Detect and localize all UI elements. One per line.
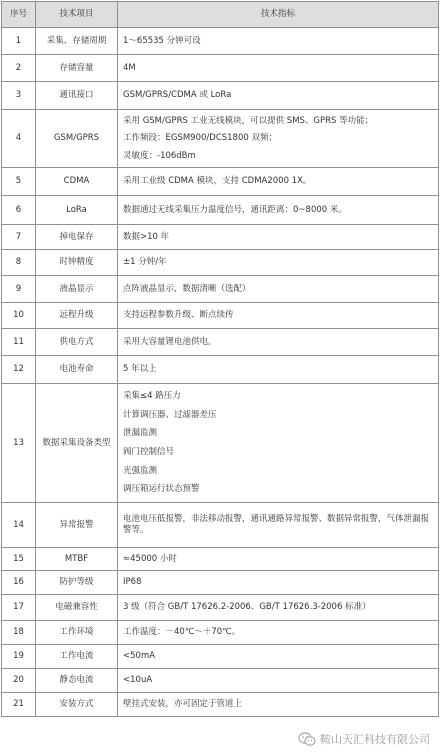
- row-number: 1: [2, 28, 36, 55]
- table-row: [2, 225, 439, 250]
- row-number: 6: [2, 196, 36, 225]
- row-item: 通讯接口: [36, 82, 118, 110]
- row-item: 供电方式: [36, 329, 118, 356]
- row-number: 17: [2, 595, 36, 621]
- row-spec: [118, 669, 439, 693]
- table-body: [2, 28, 439, 717]
- row-spec: [118, 645, 439, 669]
- row-number: 5: [2, 168, 36, 196]
- row-item: 异常报警: [36, 503, 118, 548]
- spec-line: 采用工业级 CDMA 模块，支持 CDMA2000 1X。: [123, 176, 312, 187]
- row-spec: [118, 693, 439, 717]
- row-number: 18: [2, 621, 36, 645]
- row-item: MTBF: [36, 548, 118, 571]
- spec-line: 采用 GSM/GPRS 工业无线模块，可以提供 SMS、GPRS 等功能；: [123, 115, 374, 126]
- row-number: 9: [2, 276, 36, 303]
- spec-line: ±1 分钟/年: [123, 257, 167, 268]
- row-spec: [118, 250, 439, 276]
- row-number: 10: [2, 303, 36, 329]
- row-spec: [118, 329, 439, 356]
- spec-line: 光强监测: [123, 465, 158, 476]
- wechat-icon: [298, 732, 316, 747]
- table-row: [2, 303, 439, 329]
- row-item: 存储容量: [36, 55, 118, 82]
- row-number: 13: [2, 384, 36, 503]
- row-number: 2: [2, 55, 36, 82]
- header-no: 序号: [2, 2, 36, 28]
- row-spec: [118, 384, 439, 503]
- row-number: 14: [2, 503, 36, 548]
- spec-line: GSM/GPRS/CDMA 或 LoRa: [123, 90, 232, 101]
- spec-table: [1, 1, 439, 717]
- spec-line: 点阵液晶显示，数据清晰（选配）: [123, 283, 251, 294]
- spec-line: 计算调压器、过滤器差压: [123, 409, 217, 420]
- row-item: 数据采集设备类型: [36, 384, 118, 503]
- row-number: 12: [2, 356, 36, 384]
- table-row: [2, 669, 439, 693]
- row-spec: [118, 55, 439, 82]
- row-item: 液晶显示: [36, 276, 118, 303]
- row-spec: [118, 303, 439, 329]
- table-row: [2, 548, 439, 571]
- row-spec: [118, 595, 439, 621]
- row-spec: [118, 621, 439, 645]
- row-item: LoRa: [36, 196, 118, 225]
- row-number: 15: [2, 548, 36, 571]
- table-row: [2, 503, 439, 548]
- row-number: 11: [2, 329, 36, 356]
- spec-line: 采用大容量锂电池供电。: [123, 336, 217, 347]
- row-number: 19: [2, 645, 36, 669]
- watermark-text: 鞍山天汇科技有限公司: [320, 733, 430, 746]
- row-number: 20: [2, 669, 36, 693]
- row-item: 远程升级: [36, 303, 118, 329]
- row-spec: [118, 110, 439, 168]
- row-item: 防护等级: [36, 571, 118, 595]
- table-row: [2, 276, 439, 303]
- row-number: 16: [2, 571, 36, 595]
- spec-line: 阀门控制信号: [123, 447, 175, 457]
- table-row: [2, 693, 439, 717]
- row-spec: [118, 548, 439, 571]
- row-spec: [118, 503, 439, 548]
- spec-line: 泄漏监测: [123, 428, 158, 439]
- table-header-row: [2, 2, 439, 28]
- header-spec: 技术指标: [118, 2, 439, 28]
- row-spec: [118, 276, 439, 303]
- spec-line: 5 年以上: [123, 364, 157, 375]
- spec-line: 壁挂式安装，亦可固定于管道上: [123, 699, 243, 710]
- row-item: 掉电保存: [36, 225, 118, 250]
- spec-line: <50mA: [123, 651, 156, 662]
- row-number: 7: [2, 225, 36, 250]
- spec-line: 3 级（符合 GB/T 17626.2-2006、GB/T 17626.3-2006 标准）: [123, 602, 371, 613]
- row-item: 电磁兼容性: [36, 595, 118, 621]
- table-row: [2, 82, 439, 110]
- row-item: 工作环境: [36, 621, 118, 645]
- spec-line: 数据通过无线采集压力温度信号，通讯距离：0~8000 米。: [123, 204, 347, 215]
- row-number: 8: [2, 250, 36, 276]
- watermark: [296, 730, 432, 748]
- row-item: 工作电流: [36, 645, 118, 669]
- spec-line: 支持远程参数升级、断点续传: [123, 310, 234, 321]
- spec-line: 采集≤4 路压力: [123, 391, 181, 402]
- spec-line: IP68: [123, 577, 142, 588]
- table-row: [2, 168, 439, 196]
- spec-line: 数据>10 年: [123, 231, 170, 242]
- row-spec: [118, 196, 439, 225]
- row-number: 21: [2, 693, 36, 717]
- row-item: 静态电流: [36, 669, 118, 693]
- row-item: GSM/GPRS: [36, 110, 118, 168]
- row-item: 电池寿命: [36, 356, 118, 384]
- spec-line: 工作频段：EGSM900/DCS1800 双频；: [123, 133, 277, 144]
- table-row: [2, 28, 439, 55]
- row-spec: [118, 571, 439, 595]
- row-item: CDMA: [36, 168, 118, 196]
- spec-line: 工作温度：－40℃～＋70℃。: [123, 627, 241, 638]
- spec-line: 1～65535 分钟可设: [123, 35, 201, 46]
- table-row: [2, 384, 439, 503]
- row-item: 时钟精度: [36, 250, 118, 276]
- table-row: [2, 110, 439, 168]
- row-spec: [118, 225, 439, 250]
- row-spec: [118, 356, 439, 384]
- table-row: [2, 645, 439, 669]
- row-item: 采集、存储周期: [36, 28, 118, 55]
- row-item: 安装方式: [36, 693, 118, 717]
- row-spec: [118, 168, 439, 196]
- spec-line: <10uA: [123, 675, 153, 686]
- spec-line: 4M: [123, 62, 136, 73]
- spec-line: 电池电压低报警，非法移动报警，通讯通路异常报警、数据异常报警，气体泄漏报警等。: [123, 514, 430, 535]
- table-row: [2, 329, 439, 356]
- table-row: [2, 196, 439, 225]
- table-row: [2, 356, 439, 384]
- row-spec: [118, 28, 439, 55]
- row-spec: [118, 82, 439, 110]
- table-row: [2, 571, 439, 595]
- spec-line: 灵敏度：-106dBm: [123, 150, 196, 161]
- table-row: [2, 55, 439, 82]
- table-row: [2, 250, 439, 276]
- row-number: 3: [2, 82, 36, 110]
- table-row: [2, 595, 439, 621]
- spec-line: ≈45000 小时: [123, 553, 177, 564]
- row-number: 4: [2, 110, 36, 168]
- spec-line: 调压箱运行状态预警: [123, 484, 200, 495]
- table-row: [2, 621, 439, 645]
- header-item: 技术项目: [36, 2, 118, 28]
